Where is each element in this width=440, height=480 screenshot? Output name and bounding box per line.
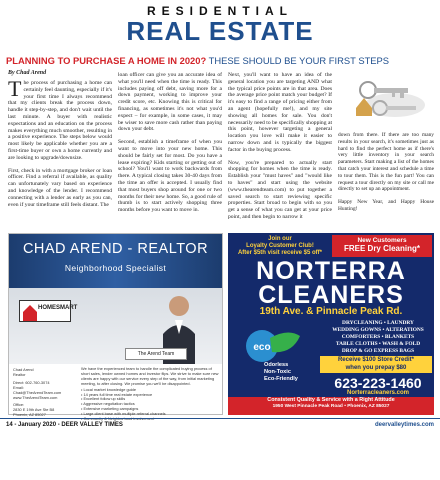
realtor-subtitle: Neighborhood Specialist	[64, 263, 167, 273]
paragraph: First, check in with a mortgage broker or loan officer. Find a referral if available, as quality can unfortunately vary based on experience and knowledge of the lender. I recommend connecting with a lender as early as you can, even if your timeframe still feels distant. The	[8, 167, 112, 208]
contact-line: 2830 E 19th Ave Ste B8	[13, 407, 55, 413]
dropcap: T	[8, 76, 22, 101]
promo-line: Join our	[268, 236, 292, 242]
promo-line: New Customers	[357, 237, 407, 244]
store-credit-promo	[320, 356, 432, 373]
service-line: DRYCLEANING • LAUNDRY	[342, 320, 414, 326]
paragraph: Now, you're prepared to actually start shopping for homes when the time is ready. Establish your "must haves" and "would like to haves" and start using the website (www.thearendteam.com) to put together a saved search to start reviewing specific properties. Start broad to begin with so you get a sense of what you can get at your price point, and then begin to narrow it	[228, 159, 332, 220]
page-folio: 14 - January 2020 - DEER VALLEY TIMES	[6, 422, 123, 428]
feature-line: Odorless	[264, 362, 289, 368]
promo-line: Loyalty Customer Club!	[246, 242, 314, 249]
page-footer	[0, 418, 440, 432]
cleaners-location: 19th Ave. & Pinnacle Peak Rd.	[259, 306, 403, 317]
list-item: • Aggressive negotiation tactics	[81, 402, 221, 407]
realtor-ad-banner	[9, 234, 222, 288]
footer-line: 1950 West Pinnacle Peak Road • Phoenix, AZ 85027	[272, 403, 390, 409]
cleaners-ad	[228, 233, 434, 415]
section-header	[0, 0, 440, 52]
list-item: • 14 years full time real estate experience	[81, 393, 221, 398]
realtor-ad	[8, 233, 223, 422]
eco-features	[264, 362, 298, 383]
paragraph: he process of purchasing a home can certainly feel daunting, especially if it's your first time I always recommend that my clients break the process down, handle it step-by-step, and don't wait until the last minute. A buyer with realistic expectations and an education on the process makes everything much smoother, resulting in a positive experience. The steps below would most likely be applicable whether you are a first-time buyer or own a home currently and are looking to upgrade/downsize.	[8, 80, 112, 161]
realtor-photo-area	[9, 288, 222, 364]
section-title-bottom: REAL ESTATE	[126, 16, 314, 46]
promo-line: FREE Dry Cleaning*	[343, 244, 420, 253]
contact-line: Phoenix, AZ 85027	[13, 412, 46, 418]
contact-line: Email:	[13, 384, 24, 390]
cleaners-phone: 623-223-1460	[334, 375, 422, 391]
service-line: COMFORTERS • BLANKETS	[341, 334, 415, 340]
cleaners-name-line: NORTERRA	[256, 257, 406, 285]
list-item: • Local market knowledge guide	[81, 388, 221, 393]
contact-line: Direct: 602-760-3074	[13, 379, 50, 385]
realtor-contact	[13, 368, 77, 418]
cleaners-name	[228, 259, 434, 307]
contact-line: Office:	[13, 402, 25, 408]
feature-line: Eco-Friendly	[264, 376, 298, 382]
list-item: • Community & Neighborhood involvement	[81, 417, 221, 422]
footer-line: Consistent Quality & Service with a Right Attitude	[267, 397, 395, 403]
byline: By Chad Arend	[8, 70, 47, 76]
article-column-2	[118, 72, 222, 220]
article-column-4	[338, 132, 434, 219]
promo-line: when you prepay $80	[345, 365, 407, 371]
service-line: WEDDING GOWNS • ALTERATIONS	[332, 327, 424, 333]
list-item: • Large client base with multiple referral channels	[81, 412, 221, 417]
list-item: • Extensive marketing campaigns	[81, 407, 221, 412]
paragraph: down from there. If there are too many results in your search, it's sometimes just as hard to find the perfect home as if there's very little inventory in your search parameters. Start making a list of the homes that catch your interest and schedule a time to tour them. This is the fun part! You can request a tour directly on my site or call me directly to set up an appointment.	[338, 132, 434, 193]
site-url: deervalleytimes.com	[374, 422, 434, 428]
paragraph: Second, establish a timeframe of when you want to move into your new home. This should be fairly set for most. Do you have a lease expiring? Kids starting or getting out of school? You'll want to work backwards from there. A typical closing takes 30-40 days from the time an offer is accepted. I usually find that most buyers shop around for one or two months for their new home. So, a good rule of thumb is to start actively shopping three months before you want to move in.	[118, 139, 222, 214]
paragraph: Happy New Year, and Happy House Hunting!	[338, 199, 434, 212]
house-icon	[22, 302, 38, 322]
paragraph: Next, you'll want to have an idea of the general location you are targeting AND what the typical price points are in that area. Does the average price point match your budget? If it's easy to find a range of pricing either from an agent (hopefully me!), and my site showing all homes for sale. You don't necessarily need to be specifically shopping at this point, however targeting a general location you love will make it easier to narrow down and is typically the biggest factor in the buying process.	[228, 72, 332, 153]
list-item: • Excellent follow up skills	[81, 397, 221, 402]
services-list	[324, 320, 432, 355]
contact-line: Chad Arend	[13, 367, 34, 372]
feature-line: Non-Toxic	[264, 369, 291, 375]
article-column-3	[228, 72, 332, 227]
house-keys-image	[340, 70, 432, 130]
eco-label: eco	[253, 342, 271, 353]
homesmart-logo-text: HOMESMART	[38, 305, 78, 311]
realtor-description	[81, 367, 221, 422]
loyalty-club-promo	[232, 236, 328, 256]
paragraph: loan officer can give you an accurate idea of what you'll need when the time is ready. This includes paying off debt, saving more for a down payment, working to improve your credit score, etc. Knowing this is critical for financing, as sometimes it's not what you'd expect – for example, in some cases, it may be wiser to save more cash rather than paying down your debt.	[118, 72, 222, 133]
section-title-top: RESIDENTIAL	[146, 4, 293, 18]
contact-website: www.TheArendTeam.com	[13, 394, 58, 400]
cleaners-name-line: CLEANERS	[258, 281, 404, 309]
realtor-bullets	[81, 388, 221, 422]
contact-line: Realtor	[13, 371, 26, 377]
new-customer-promo	[332, 235, 432, 257]
article-headline	[6, 55, 436, 66]
promo-line: Receive $100 Store Credit*	[337, 357, 415, 363]
headline-blue: THESE SHOULD BE YOUR FIRST STEPS	[206, 55, 390, 66]
service-line: DROP & GO EXPRESS BAGS	[341, 348, 415, 354]
cleaners-footer	[228, 397, 434, 415]
realtor-name: CHAD AREND - REALTOR	[22, 241, 209, 257]
homesmart-logo	[19, 300, 78, 322]
article-column-1	[8, 76, 112, 214]
service-line: TABLE CLOTHS • WASH & FOLD	[335, 341, 421, 347]
cleaners-website: Norterracleaners.com	[346, 390, 410, 396]
contact-email: Chad@TheArendTeam.com	[13, 389, 62, 395]
headline-red: PLANNING TO PURCHASE A HOME IN 2020?	[6, 55, 207, 66]
promo-line: After $5th visit receive $5 off*	[237, 249, 323, 256]
realtor-intro: We have the experienced team to handle the complicated buying process of short sales, lender owned homes and investor flips. We strive to make sure new clients are happy with our service every step of the way, from initial marketing meeting, to after closing. We promise you we'll be disappointed.	[81, 366, 219, 386]
arend-team-logo: The Arend Team	[125, 348, 187, 360]
